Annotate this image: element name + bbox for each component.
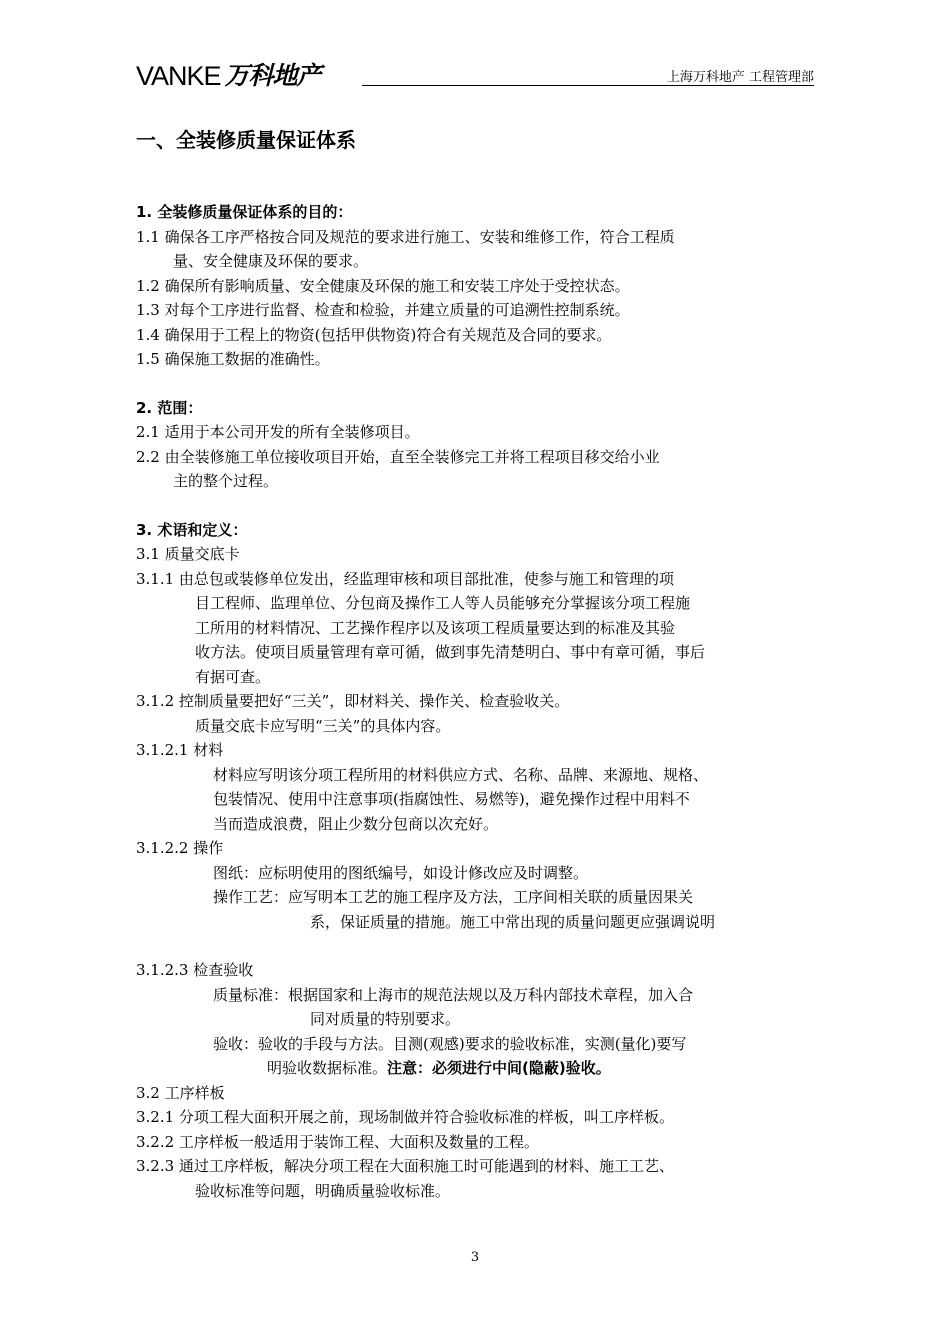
section-1-heading: 1. 全装修质量保证体系的目的： xyxy=(136,203,353,221)
item-1-1: 1.1 确保各工序严格按合同及规范的要求进行施工、安装和维修工作，符合工程质 xyxy=(136,227,675,246)
item-2-2: 2.2 由全装修施工单位接收项目开始，直至全装修完工并将工程项目移交给小业 xyxy=(136,447,660,466)
item-3-1-2-1: 3.1.2.1 材料 xyxy=(136,741,224,759)
item-3-1-1: 3.1.1 由总包或装修单位发出，经监理审核和项目部批准，使参与施工和管理的项 xyxy=(136,569,674,588)
item-1-4: 1.4 确保用于工程上的物资(包括甲供物资)符合有关规范及合同的要求。 xyxy=(136,325,612,344)
item-3-2-3-cont: 验收标准等问题，明确质量验收标准。 xyxy=(195,1181,451,1200)
item-1-5: 1.5 确保施工数据的准确性。 xyxy=(136,350,330,368)
item-3-1-2-2-drawing: 图纸：应标明使用的图纸编号，如设计修改应及时调整。 xyxy=(213,863,589,882)
item-3-1-2-3-acceptance: 验收：验收的手段与方法。目测(观感)要求的验收标准，实测(量化)要写 xyxy=(213,1034,687,1053)
item-3-1: 3.1 质量交底卡 xyxy=(136,545,240,563)
item-1-3: 1.3 对每个工序进行监督、检查和检验，并建立质量的可追溯性控制系统。 xyxy=(136,301,630,319)
page-title: 一、全装修质量保证体系 xyxy=(136,128,356,152)
item-1-2: 1.2 确保所有影响质量、安全健康及环保的施工和安装工序处于受控状态。 xyxy=(136,276,630,295)
item-3-1-2-2-process-cont: 系，保证质量的措施。施工中常出现的质量问题更应强调说明 xyxy=(310,912,716,931)
item-2-1: 2.1 适用于本公司开发的所有全装修项目。 xyxy=(136,423,420,441)
section-3-heading: 3. 术语和定义： xyxy=(136,520,248,539)
item-3-1-2-3-standard: 质量标准：根据国家和上海市的规范法规以及万科内部技术章程，加入合 xyxy=(213,985,694,1004)
document-body xyxy=(136,200,816,1203)
logo-latin: VANKE xyxy=(136,61,221,91)
item-1-1-cont: 量、安全健康及环保的要求。 xyxy=(173,252,369,270)
logo-chinese: 万科地产 xyxy=(224,61,321,90)
section-2-heading: 2. 范围： xyxy=(136,398,203,417)
item-3-1-2-1-text: 包装情况、使用中注意事项(指腐蚀性、易燃等)，避免操作过程中用料不 xyxy=(213,790,690,808)
item-3-1-2: 3.1.2 控制质量要把好“三关”，即材料关、操作关、检查验收关。 xyxy=(136,692,570,710)
item-3-2-2: 3.2.2 工序样板一般适用于装饰工程、大面积及数量的工程。 xyxy=(136,1132,539,1151)
item-3-2: 3.2 工序样板 xyxy=(136,1083,225,1102)
item-3-1-2-2: 3.1.2.2 操作 xyxy=(136,839,224,857)
item-3-1-2-3: 3.1.2.3 检查验收 xyxy=(136,961,254,979)
item-3-1-1-cont: 工所用的材料情况、工艺操作程序以及该项工程质量要达到的标准及其验 xyxy=(195,618,676,637)
item-3-1-1-cont: 收方法。使项目质量管理有章可循，做到事先清楚明白、事中有章可循，事后 xyxy=(195,643,706,661)
item-2-2-cont: 主的整个过程。 xyxy=(173,472,279,490)
item-3-1-2-cont: 质量交底卡应写明“三关”的具体内容。 xyxy=(195,716,451,735)
page-number: 3 xyxy=(470,1250,480,1265)
vanke-logo xyxy=(136,60,321,92)
item-3-1-2-3-acceptance-cont xyxy=(136,1056,816,1081)
header-rule xyxy=(362,85,814,86)
acceptance-text: 明验收数据标准。 xyxy=(267,1059,388,1077)
item-3-1-1-cont: 目工程师、监理单位、分包商及操作工人等人员能够充分掌握该分项工程施 xyxy=(195,594,691,612)
item-3-1-2-1-text: 材料应写明该分项工程所用的材料供应方式、名称、品牌、来源地、规格、 xyxy=(213,765,709,784)
item-3-1-1-cont: 有据可查。 xyxy=(195,667,271,686)
item-3-1-2-3-standard-cont: 同对质量的特别要求。 xyxy=(310,1010,461,1028)
item-3-2-3: 3.2.3 通过工序样板，解决分项工程在大面积施工时可能遇到的材料、施工工艺、 xyxy=(136,1157,674,1175)
item-3-1-2-2-process: 操作工艺：应写明本工艺的施工程序及方法，工序间相关联的质量因果关 xyxy=(213,888,694,906)
acceptance-note: 注意：必须进行中间(隐蔽)验收。 xyxy=(387,1059,611,1077)
item-3-2-1: 3.2.1 分项工程大面积开展之前，现场制做并符合验收标准的样板，叫工序样板。 xyxy=(136,1108,674,1126)
item-3-1-2-1-text: 当而造成浪费，阻止少数分包商以次充好。 xyxy=(213,814,499,833)
header-department: 上海万科地产 工程管理部 xyxy=(666,70,814,85)
